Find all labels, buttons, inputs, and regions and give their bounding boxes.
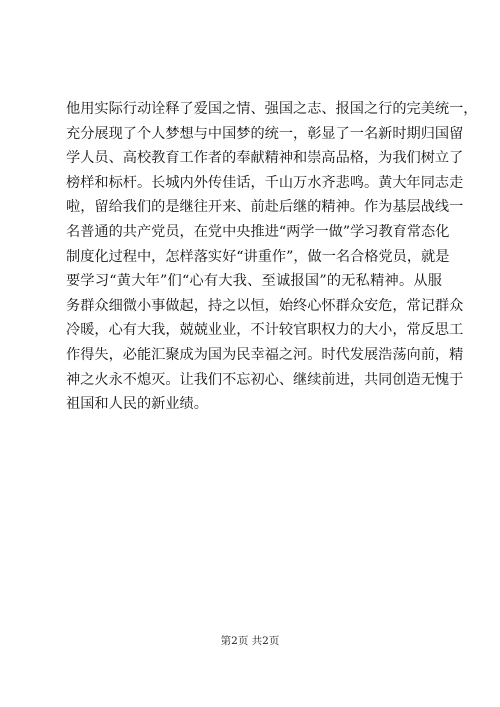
text-line: 务群众细微小事做起，持之以恒，始终心怀群众安危，常记群众 bbox=[66, 297, 464, 314]
page-number: 第2页 共2页 bbox=[220, 635, 280, 647]
text-line: 充分展现了个人梦想与中国梦的统一，彰显了一名新时期归国留 bbox=[66, 125, 464, 142]
text-line: 名普通的共产党员，在党中央推进“两学一做”学习教育常态化 bbox=[66, 223, 450, 240]
text-line: 祖国和人民的新业绩。 bbox=[66, 396, 208, 413]
text-line: 作得失，必能汇聚成为国为民幸福之河。时代发展浩荡向前，精 bbox=[66, 346, 464, 363]
text-line: 他用实际行动诠释了爱国之情、强国之志、报国之行的完美统一， bbox=[66, 101, 478, 117]
text-line: 制度化过程中，怎样落实好“讲重作”，做一名合格党员，就是 bbox=[66, 248, 450, 265]
page-footer bbox=[0, 633, 500, 648]
text-line: 学人员、高校教育工作者的奉献精神和崇高品格，为我们树立了 bbox=[66, 150, 464, 167]
text-line: 冷暖，心有大我，兢兢业业，不计较官职权力的大小，常反思工 bbox=[66, 322, 464, 339]
body-paragraph bbox=[66, 97, 478, 417]
text-line: 榜样和标杆。长城内外传佳话，千山万水齐悲鸣。黄大年同志走 bbox=[66, 174, 464, 191]
text-line: 啦，留给我们的是继往开来、前赴后继的精神。作为基层战线一 bbox=[66, 199, 464, 216]
text-line: 神之火永不熄灭。让我们不忘初心、继续前进，共同创造无愧于 bbox=[66, 371, 464, 388]
text-line: 要学习“黄大年”们“心有大我、至诚报国”的无私精神。从服 bbox=[66, 273, 442, 290]
